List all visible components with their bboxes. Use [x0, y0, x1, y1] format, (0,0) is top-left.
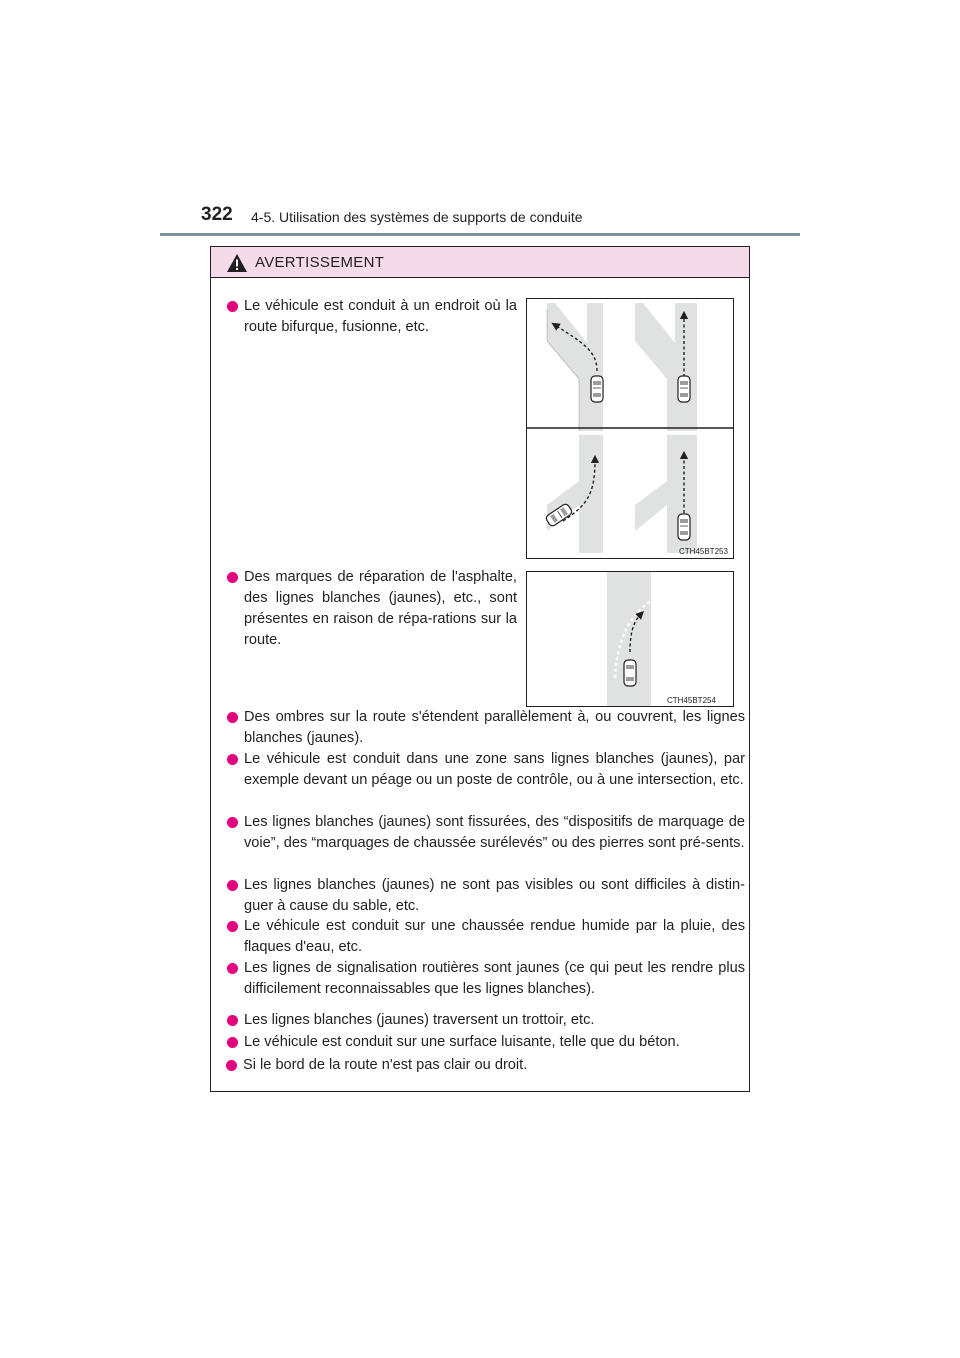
bullet-text: Le véhicule est conduit à un endroit où la route bifurque, fusionne, etc.: [244, 298, 517, 335]
figure-repair-marks: [526, 571, 734, 707]
road-diagram-repair-marks: [527, 572, 733, 706]
bullet-dot: [227, 1037, 238, 1048]
bullet-dot: [227, 817, 238, 828]
bullet-text: Les lignes blanches (jaunes) ne sont pas visibles ou sont difficiles à distin-guer à cause du sable, etc.: [244, 877, 745, 914]
bullet-dot: [227, 301, 238, 312]
header-rule: [160, 233, 800, 236]
page-header: [160, 204, 800, 236]
bullet-dot: [227, 572, 238, 583]
warning-box: [210, 246, 750, 1092]
bullet-text: Le véhicule est conduit dans une zone sans lignes blanches (jaunes), par exemple devant un péage ou un poste de contrôle, ou à une intersection, etc.: [244, 751, 745, 788]
page-number: 322: [201, 204, 233, 225]
bullet-text: Les lignes blanches (jaunes) sont fissurées, des “dispositifs de marquage de voie”, des “marquages de chaussée surélevés” ou des pierres sont pré-sents.: [244, 814, 745, 851]
warning-title: AVERTISSEMENT: [255, 254, 385, 271]
bullet-text: Des marques de réparation de l'asphalte, des lignes blanches (jaunes), etc., sont présentes en raison de répa-rations sur la route.: [244, 569, 517, 648]
warning-header: [211, 247, 749, 278]
bullet-text: Les lignes de signalisation routières sont jaunes (ce qui peut les rendre plus difficilement reconnaissables que les lignes blanches).: [244, 960, 745, 997]
bullet-text: Si le bord de la route n'est pas clair ou droit.: [243, 1057, 528, 1073]
bullet-dot: [227, 1015, 238, 1026]
road-diagram-fork-merge: [527, 299, 733, 558]
bullet-text: Le véhicule est conduit sur une surface luisante, telle que du béton.: [244, 1034, 680, 1050]
bullet-dot: [227, 921, 238, 932]
bullet-dot: [227, 754, 238, 765]
bullet-text: Les lignes blanches (jaunes) traversent un trottoir, etc.: [244, 1012, 595, 1028]
bullet-dot: [227, 880, 238, 891]
bullet-text: Le véhicule est conduit sur une chaussée rendue humide par la pluie, des flaques d'eau, etc.: [244, 918, 745, 955]
bullet-text: Des ombres sur la route s'étendent parallèlement à, ou couvrent, les lignes blanches (jaunes).: [244, 709, 745, 746]
bullet-dot: [227, 712, 238, 723]
bullet-dot: [226, 1060, 237, 1071]
warning-triangle-icon: [226, 253, 248, 273]
figure-code: CTH45BT254: [667, 696, 716, 705]
bullet-dot: [227, 963, 238, 974]
figure-fork-merge: [526, 298, 734, 559]
figure-code: CTH45BT253: [679, 547, 728, 556]
section-title: 4-5. Utilisation des systèmes de supports de conduite: [251, 209, 583, 225]
